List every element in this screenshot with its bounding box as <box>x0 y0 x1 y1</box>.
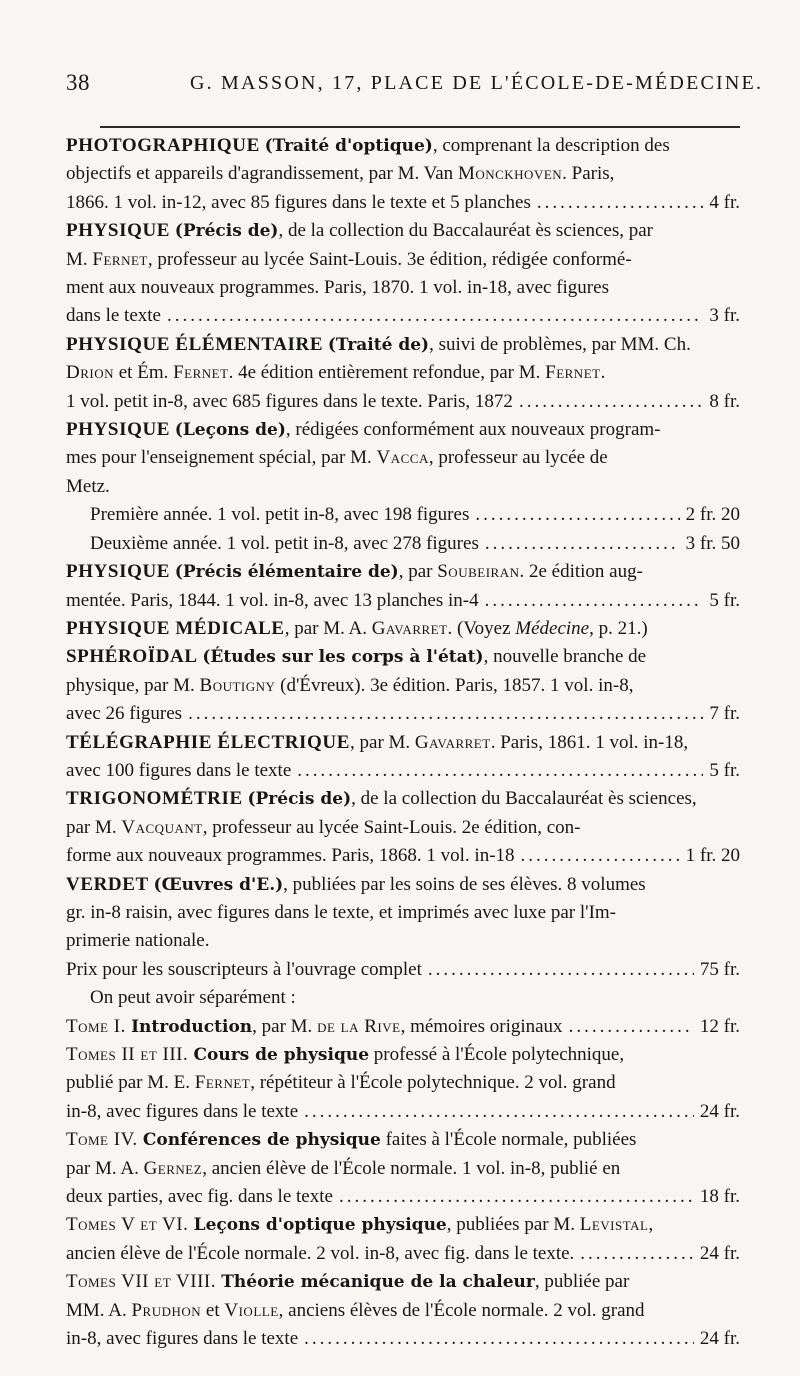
text: Metz. <box>66 475 110 497</box>
text: professé à l'École polytechnique, <box>369 1044 625 1065</box>
text: , comprenant la description des <box>432 135 670 156</box>
text: 1866. 1 vol. in-12, avec 85 figures dans le texte et 5 planches <box>66 191 531 213</box>
volume-5-6 <box>66 1211 740 1268</box>
text: , publiées par les soins de ses élèves. 8 volumes <box>283 873 646 895</box>
entry-heading: SPHÉROÏDAL <box>66 646 198 668</box>
text: . Paris, <box>562 163 615 185</box>
text: avec 26 figures <box>66 703 183 725</box>
volume-label: Tome IV. <box>66 1129 143 1151</box>
entry-title: (Traité d'optique) <box>264 136 433 156</box>
text: gr. in-8 raisin, avec figures dans le texte, et imprimés avec luxe par l'Im- <box>66 901 617 923</box>
entry-title: (Précis de) <box>247 789 352 810</box>
entry-title: (Œuvres d'E.) <box>153 874 284 895</box>
author-name: Fernet <box>92 248 148 270</box>
volume-label: Tomes V et VI. <box>66 1214 194 1236</box>
text: , rédigées conformément aux nouveaux program- <box>285 419 661 441</box>
text: , répétiteur à l'École polytechnique. 2 vol. grand <box>250 1072 616 1094</box>
author-name: Fernet <box>173 362 229 384</box>
text: , professeur au lycée Saint-Louis. 3e édition, rédigée conformé- <box>147 248 632 270</box>
text: M. <box>66 248 93 270</box>
entry-trigonometrie <box>66 785 740 870</box>
price: 12 fr. <box>699 1015 740 1037</box>
entry-telegraphie <box>66 729 740 786</box>
price: 4 fr. <box>709 191 740 213</box>
text: mentée. Paris, 1844. 1 vol. in-8, avec 13 planches in-4 <box>66 589 479 611</box>
leader-dots <box>569 1013 694 1041</box>
volume-4 <box>66 1126 740 1211</box>
text: . Paris, 1861. 1 vol. in-18, <box>490 731 689 753</box>
leader-dots <box>339 1183 694 1211</box>
text: , de la collection du Baccalauréat ès sciences, <box>351 788 697 810</box>
entry-verdet <box>66 871 740 1354</box>
entry-heading: VERDET <box>66 873 149 895</box>
price: 24 fr. <box>699 1328 740 1350</box>
price: 2 fr. 20 <box>685 504 740 526</box>
volume-title: Introduction <box>131 1016 253 1037</box>
text: ancien élève de l'École normale. 2 vol. in-8, avec fig. dans le texte. <box>66 1242 575 1264</box>
author-name: Monckhoven <box>457 163 563 185</box>
entry-heading: TRIGONOMÉTRIE <box>66 788 243 810</box>
volume-7-8 <box>66 1268 740 1353</box>
entry-title: (Études sur les corps à l'état) <box>202 647 484 668</box>
catalog-entries <box>66 132 740 1353</box>
text: (d'Évreux). 3e édition. Paris, 1857. 1 vol. in-8, <box>275 674 634 696</box>
leader-dots <box>475 501 679 529</box>
entry-heading: PHOTOGRAPHIQUE <box>66 135 260 156</box>
text: Deuxième année. 1 vol. petit in-8, avec 278 figures <box>90 532 479 554</box>
price: 24 fr. <box>699 1242 740 1264</box>
volume-label: Tome I. <box>66 1015 132 1037</box>
text: faites à l'École normale, publiées <box>380 1129 637 1151</box>
text: in-8, avec figures dans le texte <box>66 1328 299 1350</box>
leader-dots <box>537 189 704 217</box>
author-name: Levistal <box>579 1214 649 1236</box>
entry-title: (Traité de) <box>327 334 430 355</box>
entry-title: (Précis élémentaire de) <box>174 562 399 583</box>
entry-title: (Leçons de) <box>174 420 286 441</box>
text: et Ém. <box>114 362 174 384</box>
author-name: Prudhon <box>131 1299 202 1321</box>
author-name: de la Rive <box>317 1015 401 1037</box>
price: 5 fr. <box>709 759 740 781</box>
entry-heading: PHYSIQUE <box>66 419 171 441</box>
text: , par <box>398 561 438 583</box>
text: avec 100 figures dans le texte <box>66 759 292 781</box>
author-name: Fernet <box>545 362 601 384</box>
entry-heading: PHYSIQUE <box>66 220 171 242</box>
text: , par M. A. <box>284 617 372 639</box>
entry-heading: TÉLÉGRAPHIE ÉLECTRIQUE <box>66 731 351 753</box>
author-name: Vacca <box>376 447 429 469</box>
text: mes pour l'enseignement spécial, par M. <box>66 447 377 469</box>
entry-heading: PHYSIQUE MÉDICALE <box>66 617 285 639</box>
header-rule <box>100 126 740 128</box>
leader-dots <box>485 530 680 558</box>
author-name: Boutigny <box>199 674 276 696</box>
price: 8 fr. <box>709 390 740 412</box>
author-name: Soubeiran <box>437 561 520 583</box>
running-head: G. MASSON, 17, PLACE DE L'ÉCOLE-DE-MÉDECINE. <box>190 72 764 94</box>
text: objectifs et appareils d'agrandissement, par M. Van <box>66 163 458 185</box>
price: 24 fr. <box>699 1100 740 1122</box>
entry-spheroidal <box>66 643 740 728</box>
text: . 4e édition entièrement refondue, par M. <box>228 362 546 384</box>
text: , mémoires originaux <box>400 1015 563 1037</box>
leader-dots <box>485 587 704 615</box>
text: , p. 21.) <box>589 617 648 639</box>
author-name: Vacquant <box>121 816 203 838</box>
text: , ancien élève de l'École normale. 1 vol. in-8, publié en <box>202 1157 621 1179</box>
leader-dots <box>580 1240 694 1268</box>
volume-label: Tomes VII et VIII. <box>66 1271 222 1293</box>
entry-physique-elementaire <box>66 331 740 416</box>
text: , par M. <box>350 731 415 753</box>
leader-dots <box>519 388 703 416</box>
price: 1 fr. 20 <box>685 845 740 867</box>
text: dans le texte <box>66 305 161 327</box>
text: , professeur au lycée Saint-Louis. 2e édition, con- <box>202 816 581 838</box>
text: , publiée par <box>534 1271 630 1293</box>
entry-heading: PHYSIQUE ÉLÉMENTAIRE <box>66 333 324 355</box>
leader-dots <box>188 700 703 728</box>
author-name: Gavarret <box>414 731 491 753</box>
leader-dots <box>297 757 703 785</box>
text: deux parties, avec fig. dans le texte <box>66 1186 333 1208</box>
price: 5 fr. <box>709 589 740 611</box>
text: primerie nationale. <box>66 930 210 952</box>
leader-dots <box>521 842 680 870</box>
author-name: Gernez <box>143 1157 203 1179</box>
price: 3 fr. 50 <box>685 532 740 554</box>
text: publié par M. E. <box>66 1072 195 1094</box>
text: par M. <box>66 816 122 838</box>
text: , suivi de problèmes, par MM. Ch. <box>429 333 691 355</box>
text: , anciens élèves de l'École normale. 2 vol. grand <box>278 1299 645 1321</box>
entry-physique-lecons <box>66 416 740 558</box>
leader-dots <box>167 302 703 330</box>
text: On peut avoir séparément : <box>90 987 296 1009</box>
entry-physique-precis <box>66 217 740 331</box>
author-name: Fernet <box>194 1072 251 1094</box>
leader-dots <box>304 1098 694 1126</box>
volume-title: Conférences de physique <box>142 1130 381 1151</box>
text: MM. A. <box>66 1299 132 1321</box>
cross-reference: Médecine <box>515 617 590 639</box>
leader-dots <box>304 1325 694 1353</box>
text: . <box>600 362 606 384</box>
text: par M. A. <box>66 1157 144 1179</box>
text: , professeur au lycée de <box>428 447 608 469</box>
text: 1 vol. petit in-8, avec 685 figures dans le texte. Paris, 1872 <box>66 390 513 412</box>
page-number: 38 <box>66 70 90 95</box>
text: et <box>201 1299 225 1321</box>
text: , publiées par M. <box>446 1214 580 1236</box>
volume-title: Leçons d'optique physique <box>193 1215 447 1236</box>
entry-title: (Précis de) <box>174 221 279 242</box>
price: 75 fr. <box>699 958 740 980</box>
text: , <box>648 1214 654 1236</box>
text: . 2e édition aug- <box>519 561 643 583</box>
author-name: Violle <box>224 1299 279 1321</box>
author-name: Drion <box>66 362 114 384</box>
text: , par M. <box>252 1015 318 1037</box>
text: , nouvelle branche de <box>483 646 647 668</box>
text: , de la collection du Baccalauréat ès sciences, par <box>278 220 653 242</box>
text: Prix pour les souscripteurs à l'ouvrage complet <box>66 958 422 980</box>
price: 7 fr. <box>709 703 740 725</box>
price: 3 fr. <box>709 305 740 327</box>
text: forme aux nouveaux programmes. Paris, 1868. 1 vol. in-18 <box>66 845 515 867</box>
page-header <box>0 70 800 110</box>
text: in-8, avec figures dans le texte <box>66 1100 299 1122</box>
text: . (Voyez <box>447 617 516 639</box>
entry-physique-medicale <box>66 615 740 643</box>
entry-heading: PHYSIQUE <box>66 561 171 583</box>
text: ment aux nouveaux programmes. Paris, 1870. 1 vol. in-18, avec figures <box>66 277 609 299</box>
text: Première année. 1 vol. petit in-8, avec 198 figures <box>90 504 470 526</box>
volume-title: Cours de physique <box>193 1045 370 1065</box>
volume-2-3 <box>66 1041 740 1126</box>
price: 18 fr. <box>699 1186 740 1208</box>
text: physique, par M. <box>66 674 200 696</box>
leader-dots <box>428 956 694 984</box>
author-name: Gavarret <box>371 617 448 639</box>
entry-physique-precis-elementaire <box>66 558 740 615</box>
volume-title: Théorie mécanique de la chaleur <box>221 1272 535 1293</box>
volume-label: Tomes II et III. <box>66 1044 194 1065</box>
volume-1 <box>66 1013 740 1041</box>
entry-photographique <box>66 132 740 217</box>
